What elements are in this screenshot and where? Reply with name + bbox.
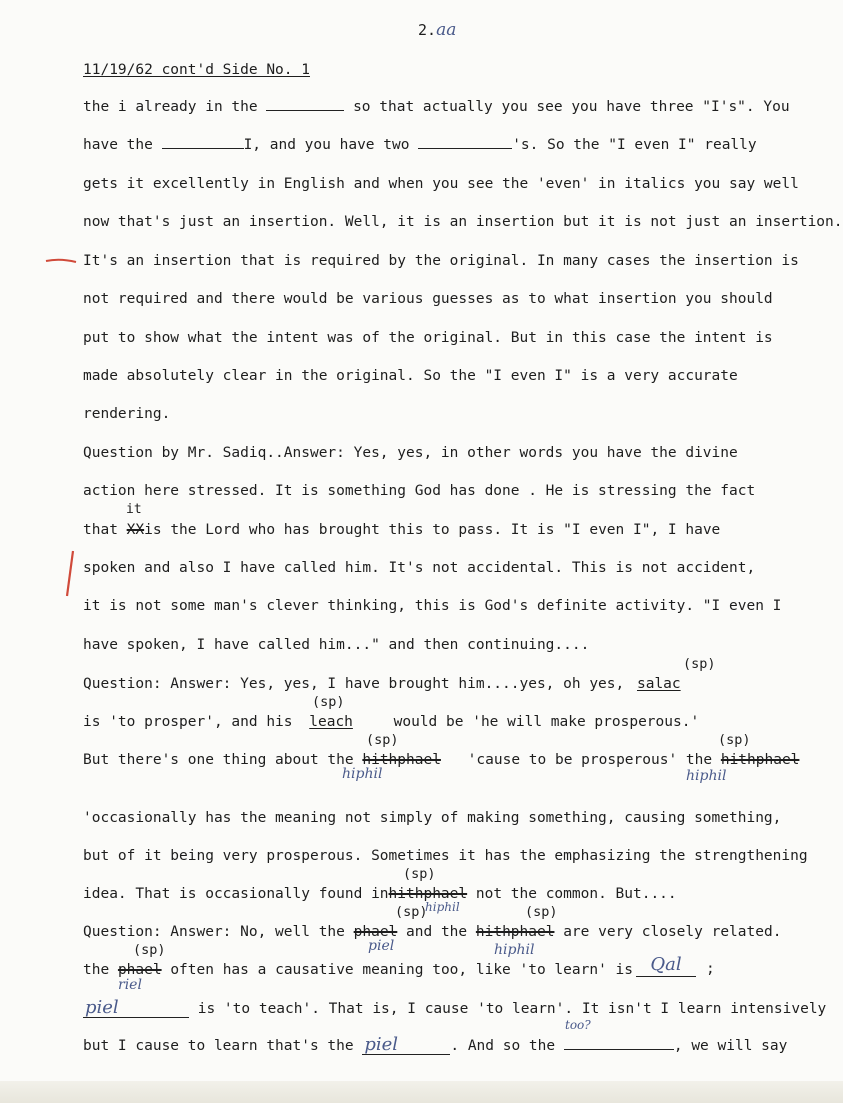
handwritten-hiphil: hiphil [425, 900, 460, 914]
margin-dash-mark [44, 255, 78, 267]
text-line-11: action here stressed. It is something God has done . He is stressing the fact [83, 483, 756, 499]
text-line-18 [83, 751, 799, 769]
blank-underline [162, 136, 244, 149]
line-21-part-a: idea. That is occasionally found in [83, 886, 389, 902]
struck-hithphael: hithphael [362, 752, 441, 768]
text-line-14: it is not some man's clever thinking, this is God's definite activity. "I even I [83, 598, 782, 614]
word-salac: salac [636, 676, 681, 692]
text-line-9: rendering. [83, 406, 171, 422]
text-line-3: gets it excellently in English and when you see the 'even' in italics you say well [83, 176, 799, 192]
struck-hithphael: hithphael [388, 886, 468, 902]
text-line-20: but of it being very prosperous. Sometimes it has the emphasizing the strengthening [83, 848, 808, 864]
page-bottom-edge [0, 1081, 843, 1103]
line-22-part-a: Question: Answer: No, well the [83, 924, 345, 940]
blank-underline [564, 1037, 674, 1050]
line-24-part-b: is 'to teach'. That is, I cause 'to learn'. It isn't I learn intensively [197, 1001, 827, 1017]
line-12-part-a: that [83, 522, 118, 538]
line-2-part-b: I, and you have two [243, 137, 410, 153]
handwritten-hiphil: hiphil [686, 768, 727, 784]
struck-phael: phael [353, 924, 398, 940]
line-23-part-a: the [83, 962, 110, 978]
handwritten-piel: piel [362, 1036, 450, 1055]
line-1-part-a: the i already in the [83, 99, 258, 115]
inserted-word-it: it [126, 502, 142, 517]
text-line-23 [83, 961, 633, 979]
page-number-handwritten: aa [436, 20, 457, 40]
handwritten-qal: Qal [636, 954, 696, 977]
sp-mark: (sp) [403, 866, 436, 882]
handwritten-too-question: too? [565, 1018, 591, 1032]
semicolon: ; [706, 961, 715, 977]
struck-hithphael: hithphael [475, 924, 555, 940]
line-2-part-c: 's. So the "I even I" really [512, 137, 757, 153]
text-line-8: made absolutely clear in the original. So the "I even I" is a very accurate [83, 368, 738, 384]
line-23-part-b: often has a causative meaning too, like 'to learn' is [170, 962, 634, 978]
blank-underline [266, 98, 344, 111]
page-number [418, 20, 456, 40]
text-line-2 [83, 136, 757, 154]
text-line-21 [83, 885, 677, 903]
line-2-part-a: have the [83, 137, 153, 153]
sp-mark: (sp) [395, 904, 428, 920]
handwritten-piel: piel [368, 938, 395, 954]
text-line-1 [83, 98, 790, 116]
struck-word: XX [126, 522, 145, 538]
line-25-part-c: , we will say [673, 1038, 788, 1054]
sp-mark: (sp) [525, 904, 558, 920]
line-22-part-b: and the [406, 924, 468, 940]
text-line-12 [83, 521, 720, 539]
text-line-5: It's an insertion that is required by the original. In many cases the insertion is [83, 253, 799, 269]
line-17-part-b: would be 'he will make prosperous.' [393, 714, 700, 730]
text-line-19: 'occasionally has the meaning not simply of making something, causing something, [83, 810, 782, 826]
line-17-part-a: is 'to prosper', and his [83, 714, 293, 730]
sp-mark: (sp) [718, 732, 751, 748]
handwritten-riel: riel [118, 977, 142, 993]
line-18-part-a: But there's one thing about the [83, 752, 354, 768]
sp-mark: (sp) [133, 942, 166, 958]
line-22-part-c: are very closely related. [563, 924, 782, 940]
text-line-17 [83, 713, 699, 731]
word-leach: leach [309, 714, 353, 730]
line-25-part-a: but I cause to learn that's the [83, 1038, 354, 1054]
line-16-part-a: Question: Answer: Yes, yes, I have brought him....yes, oh yes, [83, 676, 625, 692]
text-line-16 [83, 675, 695, 693]
text-line-13: spoken and also I have called him. It's not accidental. This is not accident, [83, 560, 756, 576]
page-number-typed: 2. [418, 21, 437, 39]
sp-mark: (sp) [312, 694, 345, 710]
struck-phael: phael [117, 962, 162, 978]
text-line-6: not required and there would be various guesses as to what insertion you should [83, 291, 773, 307]
struck-hithphael: hithphael [720, 752, 800, 768]
text-line-10: Question by Mr. Sadiq..Answer: Yes, yes, in other words you have the divine [83, 445, 738, 461]
text-line-24 [83, 999, 826, 1018]
handwritten-hiphil: hiphil [494, 942, 535, 958]
handwritten-piel: piel [83, 999, 189, 1018]
line-12-part-b: is the Lord who has brought this to pass. It is "I even I", I have [144, 522, 721, 538]
text-line-25 [83, 1036, 787, 1055]
text-line-22 [83, 923, 781, 941]
text-line-15: have spoken, I have called him..." and then continuing.... [83, 637, 590, 653]
line-21-part-b: not the common. But.... [475, 886, 677, 902]
handwritten-hiphil: hiphil [342, 766, 383, 782]
text-line-4: now that's just an insertion. Well, it is an insertion but it is not just an insertion. [83, 214, 843, 230]
text-line-7: put to show what the intent was of the original. But in this case the intent is [83, 330, 773, 346]
blank-underline [418, 136, 512, 149]
line-18-part-b: 'cause to be prosperous' the [467, 752, 713, 768]
line-1-part-b: so that actually you see you have three "I's". You [353, 99, 790, 115]
sp-mark: (sp) [366, 732, 399, 748]
sp-mark: (sp) [683, 656, 716, 672]
line-25-part-b: . And so the [450, 1038, 556, 1054]
margin-vertical-mark [62, 548, 78, 600]
date-side-header: 11/19/62 cont'd Side No. 1 [83, 62, 310, 78]
